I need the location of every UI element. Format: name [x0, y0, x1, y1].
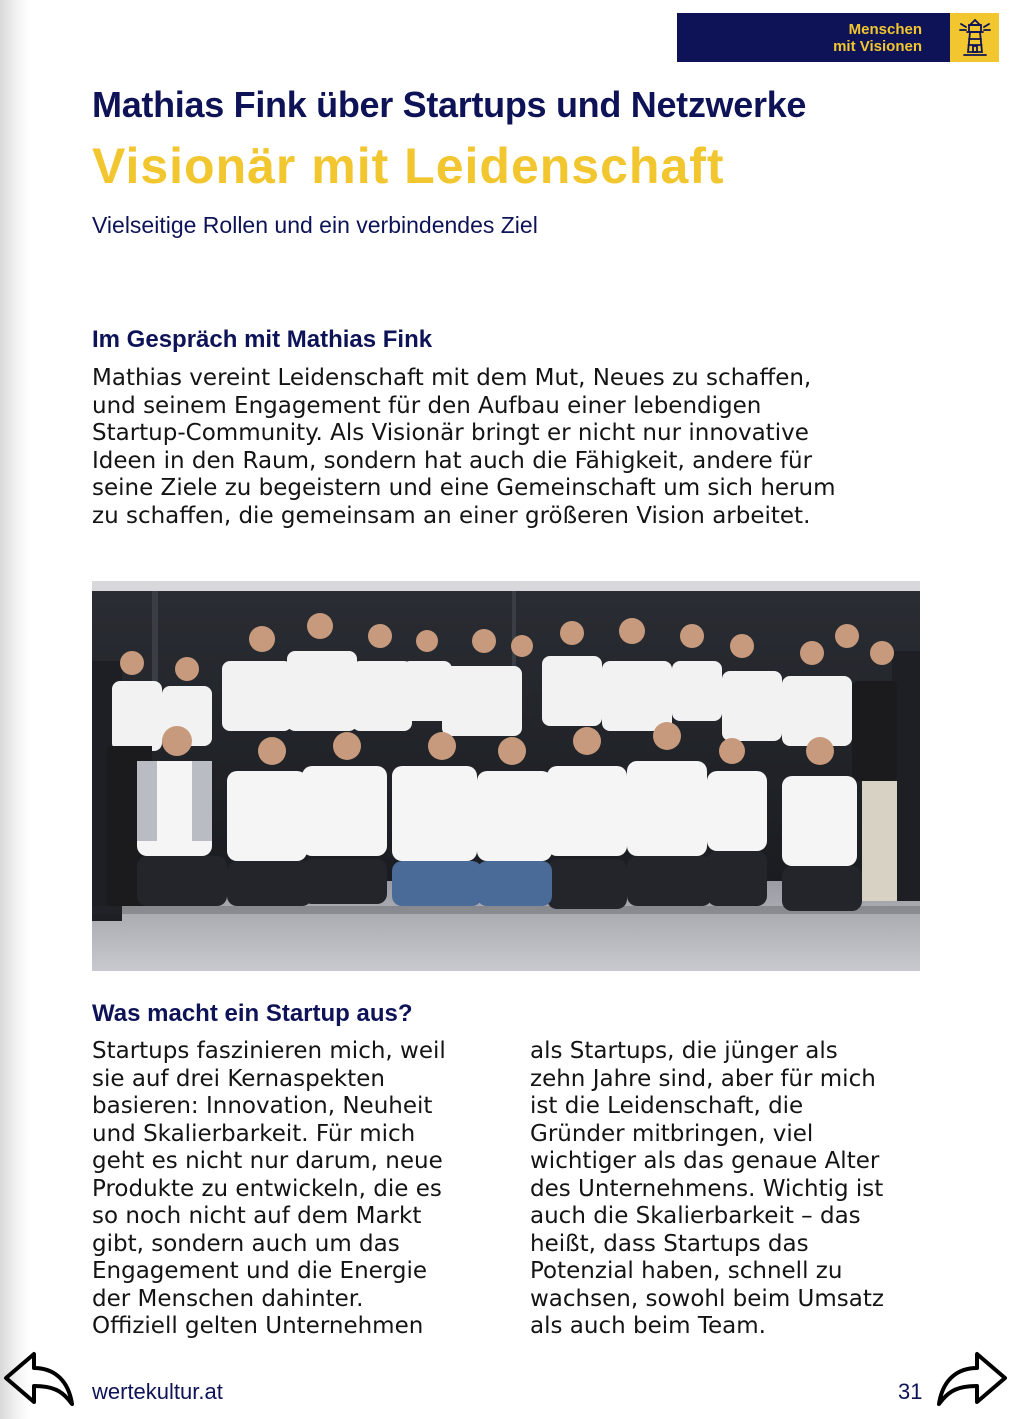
page-edge-shadow — [0, 0, 30, 1419]
page-number: 31 — [898, 1379, 923, 1404]
lighthouse-icon — [950, 13, 999, 62]
section-heading-startup: Was macht ein Startup aus? — [92, 1000, 413, 1027]
section-heading-interview: Im Gespräch mit Mathias Fink — [92, 326, 433, 353]
article-headline: Mathias Fink über Startups und Netzwerke — [92, 84, 807, 125]
section-intro-text: Mathias vereint Leidenschaft mit dem Mut, Neues zu schaffen, und seinem Engagement für den Aufbau einer lebendigen Startup-Community. Als Visionär bringt er nicht nur innovative Ideen in den Raum, sondern hat auch die Fähigkeit, andere für seine Ziele zu begeistern und eine Gemeinschaft um sich herum zu schaffen, die gemeinsam an einer größeren Vision arbeitet. — [92, 365, 836, 529]
article-tagline: Vielseitige Rollen und ein verbindendes Ziel — [92, 212, 538, 238]
startup-text-column-2: als Startups, die jünger als zehn Jahre sind, aber für mich ist die Leidenschaft, die Gründer mitbringen, viel wichtiger als das genaue Alter des Unternehmens. Wichtig ist auch die Skalierbarkeit – das heißt, dass Startups das Potenzial haben, schnell zu wachsen, sowohl beim Umsatz als auch beim Team. — [530, 1038, 884, 1339]
article-title: Visionär mit Leidenschaft — [92, 138, 725, 194]
badge-line-2: mit Visionen — [833, 37, 922, 55]
back-arrow-icon[interactable] — [0, 1346, 78, 1416]
footer-website-url[interactable]: wertekultur.at — [92, 1379, 223, 1404]
section-badge — [677, 13, 999, 62]
team-group-photo — [92, 581, 920, 971]
startup-text-column-1: Startups faszinieren mich, weil sie auf drei Kernaspekten basieren: Innovation, Neuheit und Skalierbarkeit. Für mich geht es nicht nur darum, neue Produkte zu entwickeln, die es so noch nicht auf dem Markt gibt, sondern auch um das Engagement und die Energie der Menschen dahinter. Offiziell gelten Unternehmen — [92, 1038, 446, 1339]
badge-label — [833, 21, 922, 55]
forward-arrow-icon[interactable] — [935, 1346, 1011, 1416]
badge-line-1: Menschen — [848, 20, 922, 38]
